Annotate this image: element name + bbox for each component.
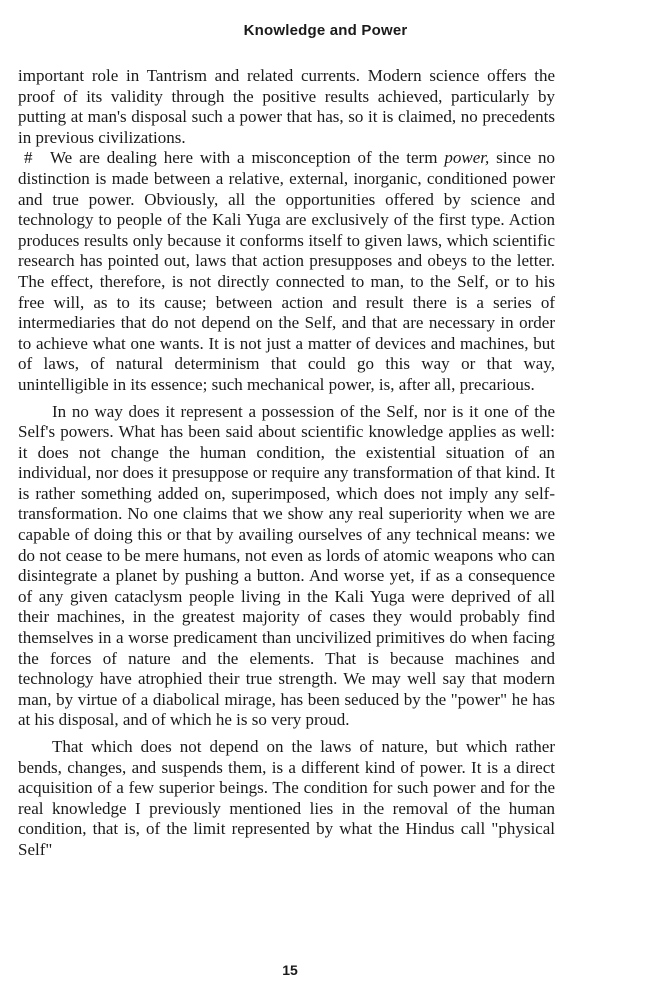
paragraph: That which does not depend on the laws of nature, but which rather bends, changes, and suspends them, is a different kind of power. It is a direct acquisition of a few superior beings. The condition for such power and for the real knowledge I previously mentioned lies in the removal of the human condition, that is, of the limit represented by what the Hindus call "physical Self"	[18, 737, 555, 859]
running-head: Knowledge and Power	[243, 22, 408, 39]
paragraph-text-before: We are dealing here with a misconception of the term	[50, 148, 445, 168]
paragraph-text-after: since no distinction is made between a relative, external, inorganic, conditioned power and true power. Obviously, all the opportunities offered by science and technology to people of the Kali Yuga are exclusively of the first type. Action produces results only because it conforms itself to given laws, which scientific research has pointed out, laws that action presupposes and obeys to the letter. The effect, therefore, is not directly connected to man, to the Self, or to his free will, as to its cause; between action and result there is a series of intermediaries that do not depend on the Self, and that are necessary in order to achieve what one wants. It is not just a matter of devices and machines, but of laws, of natural determinism that could go this way or that way, unintelligible in its essence; such mechanical power, is, after all, precarious.	[18, 148, 555, 394]
page-number: 15	[282, 962, 298, 978]
section-mark: #	[24, 148, 33, 168]
paragraph-continued: important role in Tantrism and related currents. Modern science offers the proof of its validity through the positive results achieved, particularly by putting at man's disposal such a power that has, so it is claimed, no precedents in previous civilizations.	[18, 66, 555, 147]
emphasized-term: power,	[444, 148, 490, 168]
paragraph: In no way does it represent a possession of the Self, nor is it one of the Self's powers. What has been said about scientific knowledge applies as well: it does not change the human condition, the existential situation of an individual, nor does it presuppose or require any transformation of that kind. It is rather something added on, superimposed, which does not imply any self-transformation. No one claims that we show any real superiority when we are capable of doing this or that by availing ourselves of any technical means: we do not cease to be mere humans, not even as lords of atomic weapons who can disintegrate a planet by pushing a button. And worse yet, if as a consequence of any given cataclysm people living in the Kali Yuga were deprived of all their machines, in the greatest majority of cases they would probably find themselves in a worse predicament than uncivilized primitives do when facing the forces of nature and the elements. That is because machines and technology have atrophied their true strength. We may well say that modern man, by virtue of a diabolical mirage, has been seduced by the "power" he has at his disposal, and of which he is so very proud.	[18, 401, 555, 730]
paragraph-section-start	[18, 148, 555, 395]
body-text	[18, 66, 555, 861]
